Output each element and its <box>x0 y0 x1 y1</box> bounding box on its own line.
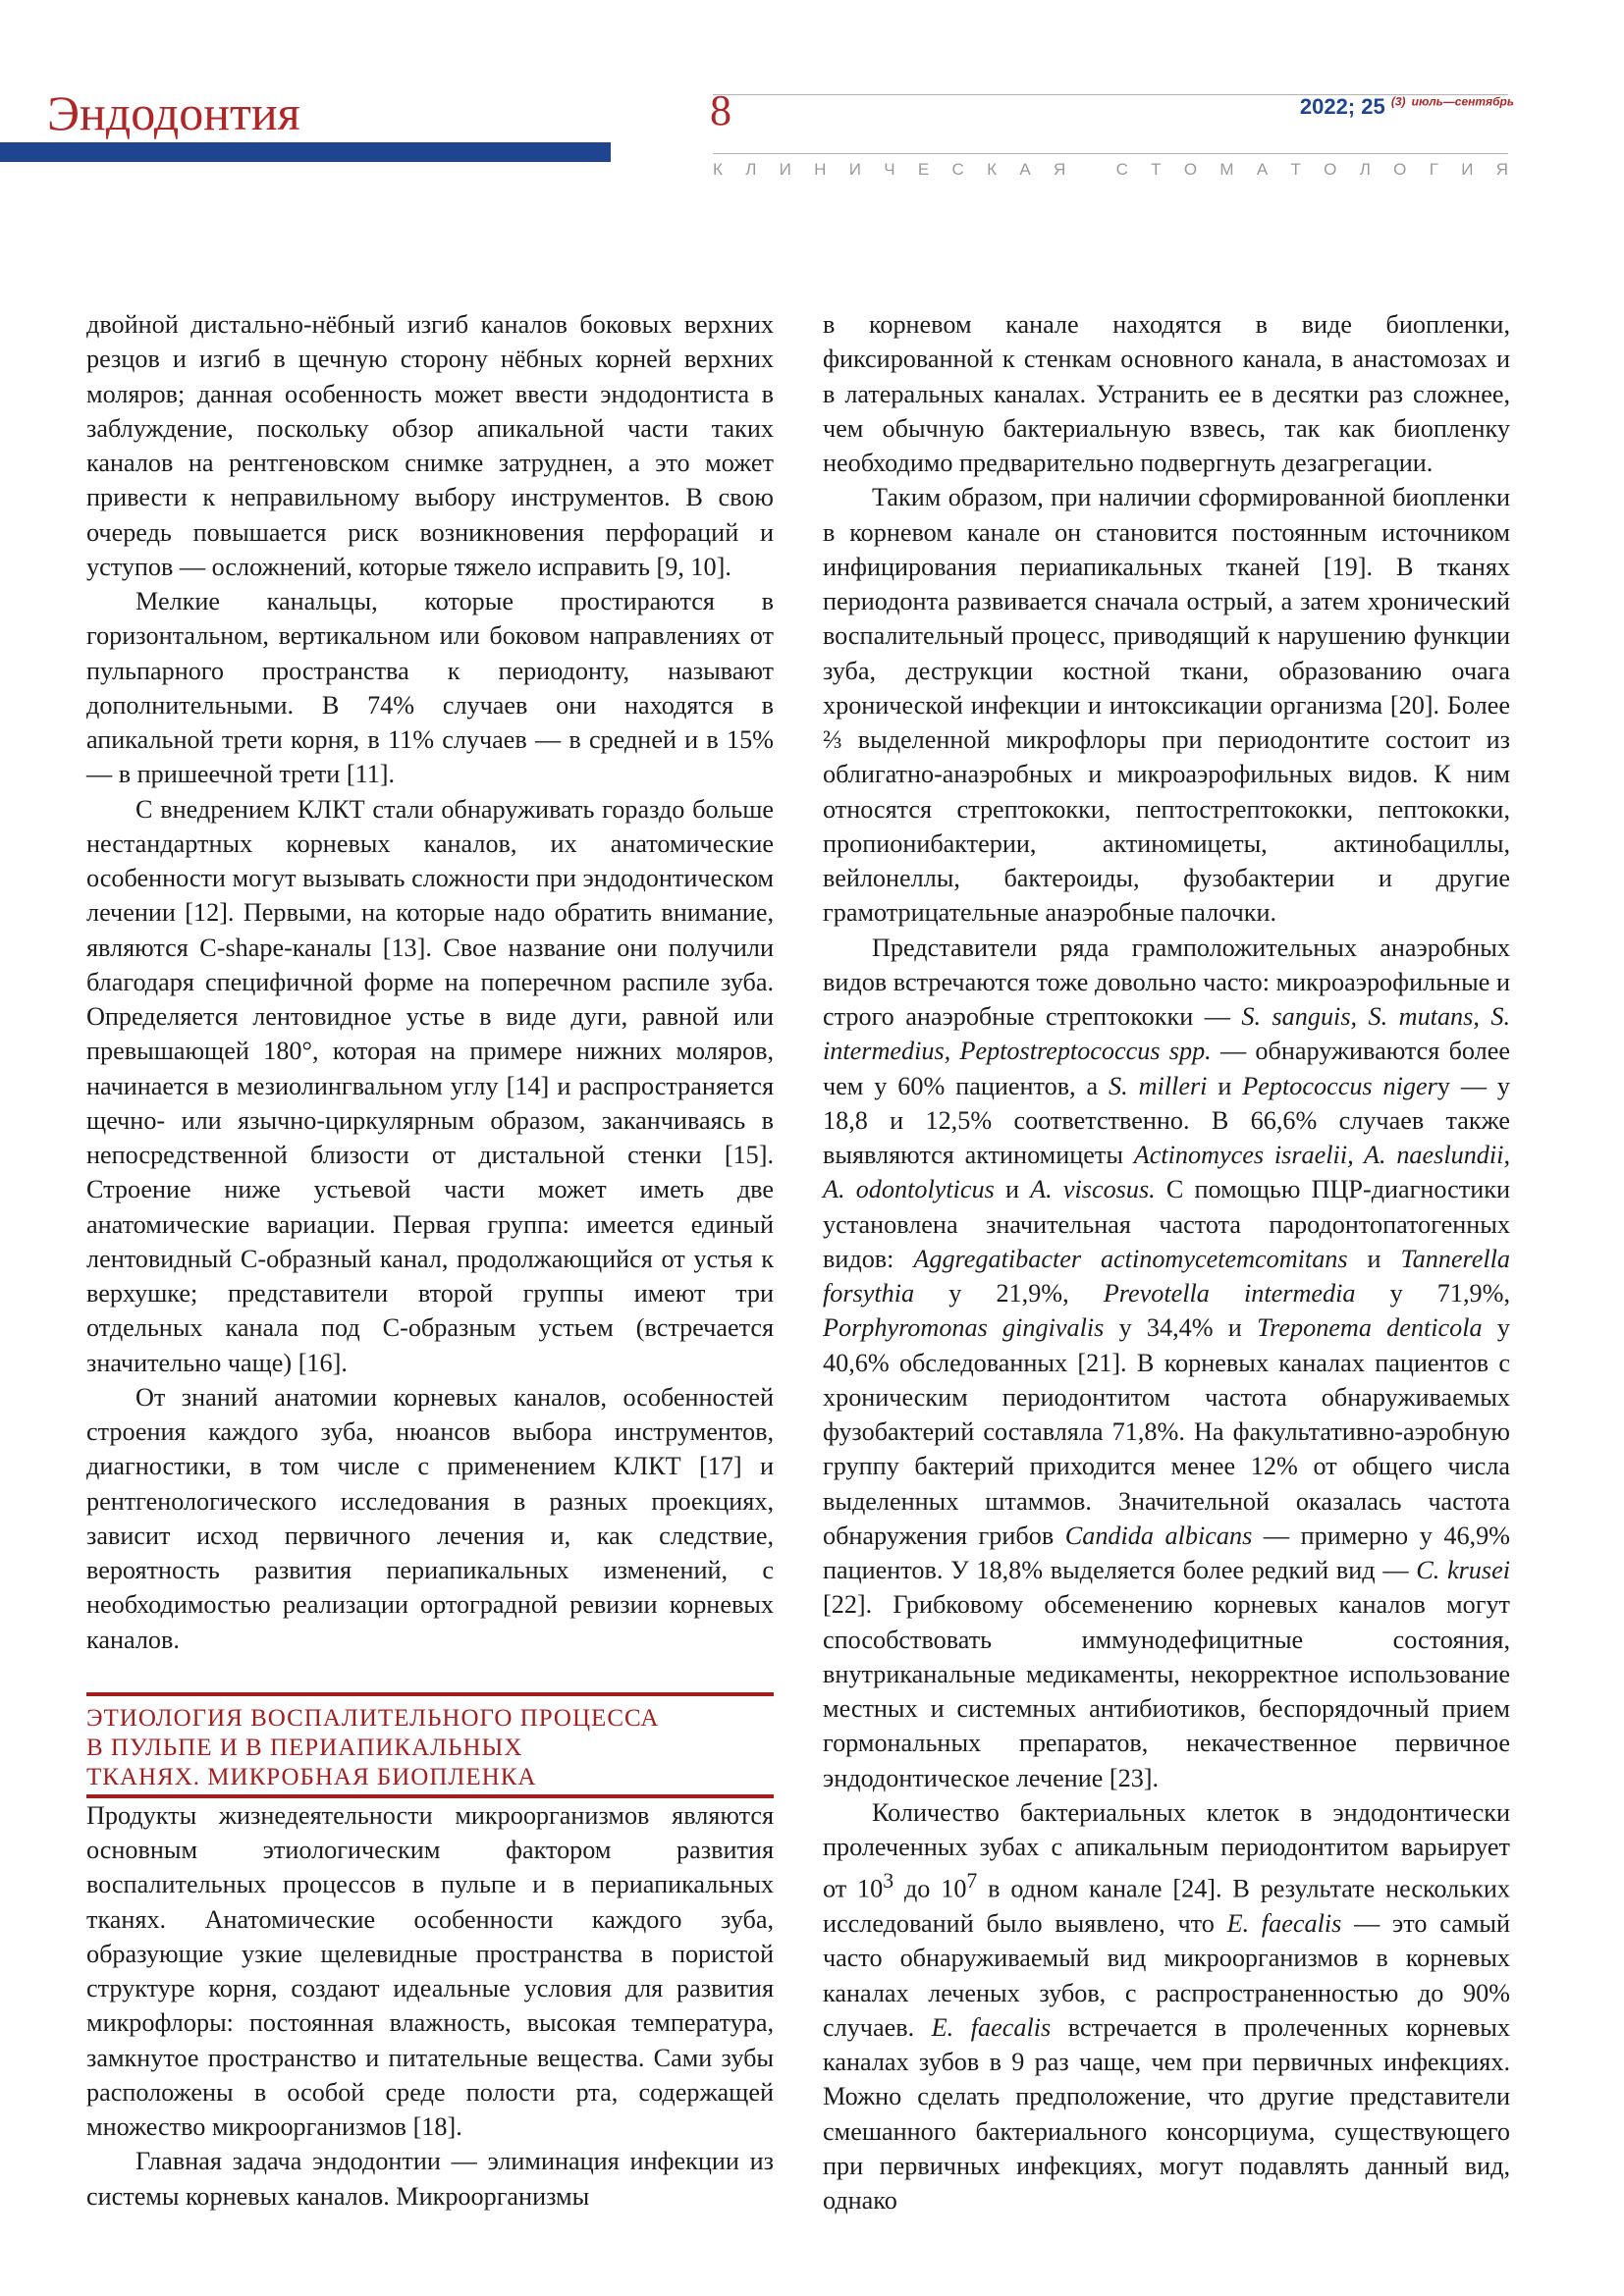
journal-letter: Т <box>1290 160 1301 179</box>
journal-letter: Л <box>1359 160 1371 179</box>
issue-month: июль—сентябрь <box>1411 94 1514 109</box>
paragraph: С внедрением КЛКТ стали обнаруживать гораздо больше нестандартных корневых каналов, их анатомические особенности могут вызывать сложности при эндодонтическом лечении [12]. Первыми, на которые надо обратить внимание, являются C-shape-каналы [13]. Свое название они получили благодаря специфичной форме на поперечном распиле зуба. Определяется лентовидное устье в виде дуги, равной или превышающей 180°, которая на примере нижних моляров, начинается в мезиолингвальном углу [14] и распространяется щечно- или язычно-циркулярным образом, заканчиваясь в непосредственной близости от дистальной стенки [15]. Строение ниже устьевой части может иметь две анатомические вариации. Первая группа: имеется единый лентовидный С-образный канал, продолжающийся от устья к верхушке; представители второй группы имеют три отдельных канала под С-образным устьем (встречается значительно чаще) [16]. <box>86 794 774 1377</box>
paragraph: двойной дистально-нёбный изгиб каналов боковых верхних резцов и изгиб в щечную сторону нёбных корней верхних моляров; данная особенность может ввести эндодонтиста в заблуждение, поскольку обзор апикальной части таких каналов на рентгеновском снимке затруднен, а это может привести к неправильному выбору инструментов. В свою очередь повышается риск возникновения перфораций и уступов — осложнений, которые тяжело исправить [9, 10]. <box>86 310 774 581</box>
journal-name <box>713 160 1508 180</box>
journal-letter: К <box>713 160 723 179</box>
section-heading-text <box>86 1704 774 1792</box>
journal-letter: М <box>1219 160 1234 179</box>
journal-letter: Л <box>745 160 757 179</box>
issue-number: (3) <box>1390 94 1406 109</box>
journal-letter: О <box>1324 160 1337 179</box>
heading-line: В ПУЛЬПЕ И В ПЕРИАПИКАЛЬНЫХ <box>86 1734 523 1761</box>
journal-letter: Я <box>1495 160 1508 179</box>
paragraph: Главная задача эндодонтии — элиминация инфекции из системы корневых каналов. Микроорганизмы <box>86 2147 774 2211</box>
journal-letter: Т <box>1151 160 1162 179</box>
heading-line: ЭТИОЛОГИЯ ВОСПАЛИТЕЛЬНОГО ПРОЦЕССА <box>86 1704 660 1732</box>
journal-letter: И <box>779 160 791 179</box>
journal-letter: Я <box>1053 160 1066 179</box>
paragraph: Таким образом, при наличии сформированной биопленки в корневом канале он становится постоянным источником инфицирования периапикальных тканей [19]. В тканях периодонта развивается сначала острый, а затем хронический воспалительный процесс, приводящий к нарушению функции зуба, деструкции костной ткани, образованию очага хронической инфекции и интоксикации организма [20]. Более ⅔ выделенной микрофлоры при периодонтите состоит из облигатно-анаэробных и микроаэрофильных видов. К ним относятся стрептококки, пептострептококки, пептококки, пропионибактерии, актиномицеты, актинобациллы, вейлонеллы, бактероиды, фузобактерии и другие грамотрицательные анаэробные палочки. <box>823 483 1510 928</box>
journal-letter: О <box>1183 160 1198 179</box>
issue-info <box>1300 94 1514 120</box>
paragraph: Продукты жизнедеятельности микроорганизмов являются основным этиологическим фактором развития воспалительных процессов в пульпе и в периапикальных тканях. Анатомические особенности каждого зуба, образующие узкие щелевидные пространства в пористой структуре корня, создают идеальные условия для развития микрофлоры: постоянная влажность, высокая температура, замкнутое пространство и питательные вещества. Сами зубы расположены в особой среде полости рта, содержащей множество микроорганизмов [18]. <box>86 1800 774 2141</box>
journal-letter: А <box>1256 160 1269 179</box>
paragraph: Количество бактериальных клеток в эндодонтически пролеченных зубах с апикальным периодонтитом варьирует от $10^3$ до $10^7$ в одном канале [24]. В результате нескольких исследований было выявлено, что E. faecalis — это самый часто обнаруживаемый вид микроорганизмов в корневых каналах леченых зубов, с распространенностью до 90% случаев. E. faecalis встречается в пролеченных корневых каналах зубов в 9 раз чаще, чем при первичных инфекциях. Можно сделать предположение, что другие представители смешанного бактериального консорциума, существующего при первичных инфекциях, могут подавлять данный вид, однако <box>823 1797 1510 2216</box>
section-heading <box>86 1692 774 1798</box>
journal-letter: И <box>848 160 861 179</box>
paragraph: Мелкие канальцы, которые простираются в горизонтальном, вертикальном или боковом направлениях от пульпарного пространства к периодонту, называют дополнительными. В 74% случаев они находятся в апикальной трети корня, в 11% случаев — в средней и в 15% — в пришеечной трети [11]. <box>86 587 774 789</box>
journal-letter: С <box>1115 160 1128 179</box>
journal-letter: К <box>987 160 998 179</box>
journal-gap <box>1089 160 1094 180</box>
paragraph: От знаний анатомии корневых каналов, особенностей строения каждого зуба, нюансов выбора инструментов, диагностики, в том числе с применением КЛКТ [17] и рентгенологического исследования в разных проекциях, зависит исход первичного лечения и, как следствие, вероятность развития периапикальных изменений, с необходимостью реализации ортоградной ревизии корневых каналов. <box>86 1382 774 1654</box>
section-color-bar <box>0 142 611 162</box>
journal-letter: С <box>951 160 964 179</box>
paragraph: Представители ряда грамположительных анаэробных видов встречаются тоже довольно часто: микроаэрофильные и строго анаэробные стрептококки — S. sanguis, S. mutans, S. intermedius, Peptostreptococcus spp. — обнаруживаются более чем у 60% пациентов, а S. milleri и Peptococcus nigerу — у 18,8 и 12,5% соответственно. В 66,6% случаев также выявляются актиномицеты Actinomyces israelii, A. naeslundii, A. odontolyticus и A. viscosus. С помощью ПЦР-диагностики установлена значительная частота пародонтопатогенных видов: Aggregatibacter actinomycetemcomitans и Tannerella forsythia у 21,9%, Prevotella intermedia у 71,9%, Porphyromonas gingivalis у 34,4% и Treponema denticola у 40,6% обследованных [21]. В корневых каналах пациентов с хроническим периодонтитом частота обнаруживаемых фузобактерий составляла 71,8%. На факультативно-аэробную группу бактерий приходится менее 12% от общего числа выделенных штаммов. Значительной оказалась частота обнаружения грибов Candida albicans — примерно у 46,9% пациентов. У 18,8% выделяется более редкий вид — C. krusei [22]. Грибковому обсеменению корневых каналов могут способствовать иммунодефицитные состояния, внутриканальные медикаменты, некорректное использование местных и системных антибиотиков, беспорядочный прием гормональных препаратов, некачественное первичное эндодонтическое лечение [23]. <box>823 933 1511 1792</box>
journal-letter: И <box>1461 160 1474 179</box>
header-rule-bottom <box>713 153 1508 154</box>
paragraph: в корневом канале находятся в виде биопленки, фиксированной к стенкам основного канала, в анастомозах и в латеральных каналах. Устранить ее в десятки раз сложнее, чем обычную бактериальную взвесь, так как биопленку необходимо предварительно подвергнуть дезагрегации. <box>823 310 1510 477</box>
journal-letter: Ч <box>884 160 895 179</box>
year-volume: 2022; 25 <box>1299 94 1385 119</box>
journal-letter: Г <box>1429 160 1438 179</box>
heading-line: ТКАНЯХ. МИКРОБНАЯ БИОПЛЕНКА <box>86 1763 537 1790</box>
journal-letter: Е <box>917 160 930 179</box>
left-column <box>86 307 774 2214</box>
journal-letter: О <box>1393 160 1407 179</box>
right-column <box>823 307 1510 2217</box>
journal-letter: Н <box>814 160 827 179</box>
journal-letter: А <box>1019 160 1031 179</box>
page-number: 8 <box>710 86 731 134</box>
section-title: Эндодонтия <box>47 85 300 140</box>
